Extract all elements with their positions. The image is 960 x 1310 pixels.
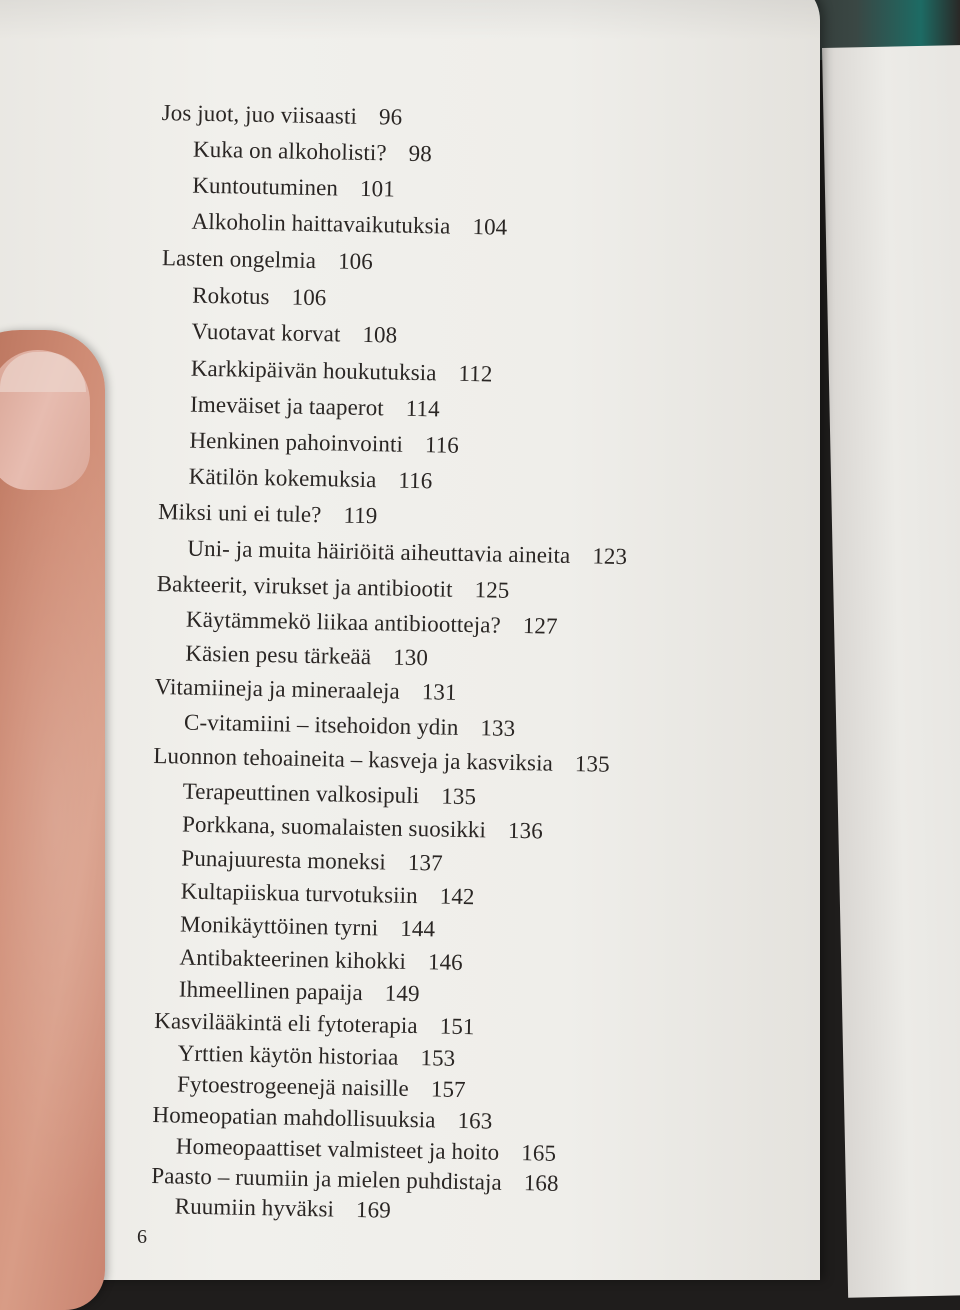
toc-entry-title: Rokotus bbox=[192, 282, 270, 310]
toc-entry-title: Käytämmekö liikaa antibiootteja? bbox=[185, 606, 502, 638]
toc-entry bbox=[154, 674, 456, 706]
toc-entry-page: 98 bbox=[408, 140, 433, 167]
toc-entry-page: 108 bbox=[362, 321, 398, 348]
toc-entry-title: C-vitamiini – itsehoidon ydin bbox=[183, 709, 459, 740]
toc-entry bbox=[181, 846, 443, 877]
toc-entry-title: Kätilön kokemuksia bbox=[188, 463, 377, 493]
toc-entry-title: Homeopatian mahdollisuuksia bbox=[152, 1102, 436, 1133]
toc-entry-title: Kasvilääkintä eli fytoterapia bbox=[154, 1008, 418, 1039]
toc-entry-page: 130 bbox=[392, 644, 429, 671]
toc-entry bbox=[153, 743, 610, 778]
toc-entry bbox=[186, 607, 558, 640]
toc-entry bbox=[191, 319, 397, 349]
toc-entry-page: 149 bbox=[384, 980, 420, 1007]
toc-entry bbox=[189, 464, 433, 495]
toc-entry bbox=[185, 641, 428, 672]
toc-entry-title: Käsien pesu tärkeää bbox=[185, 640, 372, 670]
toc-entry-page: 116 bbox=[424, 432, 460, 458]
toc-entry-title: Homeopaattiset valmisteet ja hoito bbox=[175, 1133, 500, 1165]
toc-entry-page: 127 bbox=[522, 613, 558, 639]
toc-entry-title: Uni- ja muita häiriöitä aiheuttavia aineita bbox=[187, 535, 571, 568]
toc-entry-page: 133 bbox=[480, 715, 516, 741]
toc-entry bbox=[162, 100, 403, 131]
toc-entry-title: Luonnon tehoaineita – kasveja ja kasviksia bbox=[153, 742, 554, 776]
toc-entry bbox=[176, 1134, 557, 1167]
toc-entry-title: Lasten ongelmia bbox=[161, 245, 317, 274]
toc-entry bbox=[184, 710, 516, 742]
toc-entry bbox=[191, 209, 507, 241]
toc-entry-page: 165 bbox=[521, 1140, 557, 1166]
toc-entry bbox=[182, 812, 543, 845]
toc-entry-page: 151 bbox=[439, 1013, 475, 1040]
toc-entry-title: Terapeuttinen valkosipuli bbox=[182, 778, 420, 809]
toc-entry-page: 136 bbox=[507, 817, 544, 844]
toc-entry-page: 116 bbox=[398, 467, 433, 494]
toc-entry bbox=[187, 536, 627, 570]
toc-entry-page: 123 bbox=[592, 543, 628, 570]
toc-entry bbox=[189, 428, 459, 459]
toc-entry bbox=[180, 912, 435, 943]
toc-entry-title: Paasto – ruumiin ja mielen puhdistaja bbox=[151, 1163, 503, 1195]
toc-entry-title: Jos juot, juo viisaasti bbox=[161, 100, 358, 129]
toc-entry-page: 135 bbox=[574, 751, 610, 777]
toc-entry-page: 153 bbox=[420, 1045, 456, 1071]
toc-entry-page: 157 bbox=[430, 1076, 466, 1103]
toc-entry-title: Henkinen pahoinvointi bbox=[189, 427, 404, 457]
toc-entry-page: 163 bbox=[457, 1107, 493, 1134]
toc-entry-page: 114 bbox=[405, 395, 440, 422]
toc-entry bbox=[191, 356, 493, 388]
toc-entry-title: Kultapiiskua turvotuksiin bbox=[180, 878, 418, 909]
toc-entry-page: 96 bbox=[378, 104, 403, 130]
toc-entry-title: Bakteerit, virukset ja antibiootit bbox=[156, 571, 453, 602]
toc-entry-title: Fytoestrogeenejä naisille bbox=[176, 1071, 410, 1101]
toc-entry bbox=[179, 977, 420, 1008]
toc-entry bbox=[181, 879, 475, 911]
toc-entry bbox=[151, 1163, 559, 1197]
toc-entry-page: 146 bbox=[427, 949, 464, 975]
toc-entry bbox=[162, 245, 373, 275]
toc-entry-title: Monikäyttöinen tyrni bbox=[179, 911, 379, 941]
toc-entry-title: Yrttien käytön historiaa bbox=[177, 1040, 399, 1070]
toc-entry-title: Ihmeellinen papaija bbox=[178, 976, 364, 1006]
toc-entry-title: Alkoholin haittavaikutuksia bbox=[191, 208, 451, 239]
toc-entry bbox=[156, 571, 509, 604]
toc-entry-page: 131 bbox=[421, 679, 457, 705]
toc-entry-title: Punajuuresta moneksi bbox=[181, 845, 387, 875]
toc-entry-title: Kuka on alkoholisti? bbox=[192, 136, 387, 166]
toc-entry-title: Imeväiset ja taaperot bbox=[189, 391, 385, 421]
toc-entry bbox=[177, 1041, 455, 1072]
toc-entry-page: 169 bbox=[355, 1196, 392, 1223]
toc-entry bbox=[158, 499, 378, 529]
toc-entry-page: 144 bbox=[400, 915, 436, 942]
toc-entry-page: 106 bbox=[337, 248, 374, 275]
toc-entry-page: 112 bbox=[458, 360, 493, 387]
toc-entry bbox=[192, 283, 327, 312]
toc-entry-title: Vitamiineja ja mineraaleja bbox=[154, 674, 401, 704]
toc-entry bbox=[175, 1193, 392, 1223]
toc-entry bbox=[152, 1102, 492, 1135]
toc-entry-page: 104 bbox=[472, 214, 508, 240]
toc-entry-page: 119 bbox=[343, 502, 378, 529]
toc-entry-page: 125 bbox=[474, 577, 510, 603]
toc-entry-page: 137 bbox=[407, 849, 443, 876]
toc-entry-page: 142 bbox=[439, 883, 475, 910]
toc-entry-page: 106 bbox=[291, 284, 327, 311]
toc-entry bbox=[190, 392, 440, 423]
toc-entry-page: 168 bbox=[523, 1170, 559, 1196]
toc-entry-page: 135 bbox=[441, 783, 477, 810]
toc-entry bbox=[177, 1072, 466, 1104]
toc-entry-title: Miksi uni ei tule? bbox=[157, 499, 322, 528]
toc-entry-title: Antibakteerinen kihokki bbox=[179, 944, 407, 974]
toc-entry-title: Ruumiin hyväksi bbox=[174, 1193, 335, 1222]
toc-entry bbox=[182, 779, 476, 811]
toc-entry-page: 101 bbox=[359, 175, 396, 202]
toc-entry bbox=[193, 137, 432, 168]
toc-entry bbox=[192, 173, 395, 203]
toc-entry bbox=[179, 945, 463, 976]
toc-entry-title: Porkkana, suomalaisten suosikki bbox=[181, 811, 487, 843]
toc-entry bbox=[154, 1008, 475, 1040]
toc-entry-title: Karkkipäivän houkutuksia bbox=[190, 355, 437, 386]
toc-entry-title: Kuntoutuminen bbox=[192, 172, 339, 201]
toc-entry-title: Vuotavat korvat bbox=[191, 318, 341, 347]
page-number: 6 bbox=[137, 1226, 147, 1248]
